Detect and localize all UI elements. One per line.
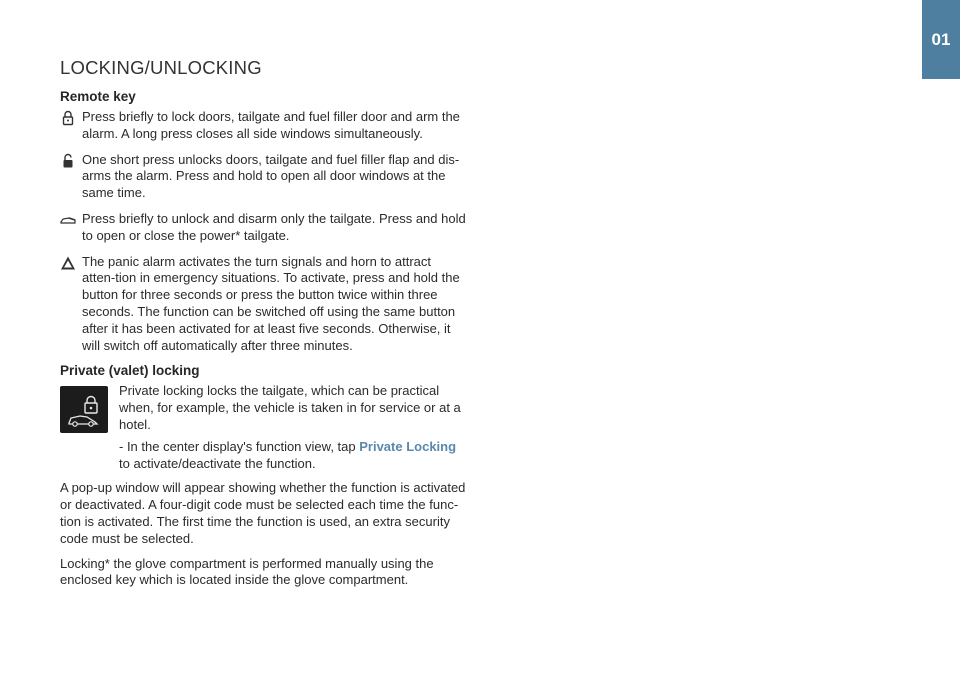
remote-key-tailgate-text: Press briefly to unlock and disarm only the tailgate. Press and hold to open or close the power* tailgate. — [82, 210, 466, 243]
tailgate-icon — [60, 212, 76, 228]
remote-key-panic-item — [60, 254, 466, 355]
remote-key-panic-text: The panic alarm activates the turn signals and horn to attract atten-tion in emergency situations. To activate, press and hold the button for three seconds or press the button twice within three seconds. The function can be switched off using the same button after it has been activated for at least five seconds. Otherwise, it will switch off automatically after three minutes. — [82, 253, 460, 353]
unlock-icon — [60, 153, 76, 169]
instruction-suffix: to activate/deactivate the function. — [119, 455, 316, 471]
private-locking-instruction — [119, 439, 466, 473]
remote-key-heading: Remote key — [60, 89, 136, 104]
glove-compartment-paragraph: Locking* the glove compartment is performed manually using the enclosed key which is located inside the glove compartment. — [60, 555, 434, 588]
popup-paragraph: A pop-up window will appear showing whether the function is activated or deactivated. A four-digit code must be selected each time the func-tion is activated. The first time the function is used, an extra security code must be selected. — [60, 480, 466, 546]
private-locking-heading: Private (valet) locking — [60, 363, 200, 379]
remote-key-unlock-text: One short press unlocks doors, tailgate and fuel filler flap and dis-arms the alarm. Press and hold to open all door windows at the same time. — [82, 151, 460, 201]
private-locking-icon — [60, 386, 108, 433]
private-locking-intro: Private locking locks the tailgate, which can be practical when, for example, the vehicle is taken in for service or at a hotel. — [119, 383, 461, 432]
lock-icon — [60, 110, 76, 126]
remote-key-lock-item — [60, 109, 466, 143]
panic-alarm-icon — [60, 255, 76, 271]
instruction-prefix: - In the center display's function view, tap — [119, 438, 360, 454]
remote-key-lock-text: Press briefly to lock doors, tailgate and fuel filler door and arm the alarm. A long press closes all side windows simultaneously. — [82, 109, 460, 141]
remote-key-tailgate-item — [60, 211, 466, 245]
remote-key-unlock-item — [60, 152, 466, 202]
page-content — [60, 57, 466, 597]
chapter-tab — [922, 0, 960, 79]
private-locking-link[interactable]: Private Locking — [359, 438, 457, 454]
private-locking-block — [60, 383, 466, 472]
chapter-number: 01 — [931, 29, 951, 49]
page-title: LOCKING/UNLOCKING — [60, 57, 262, 78]
